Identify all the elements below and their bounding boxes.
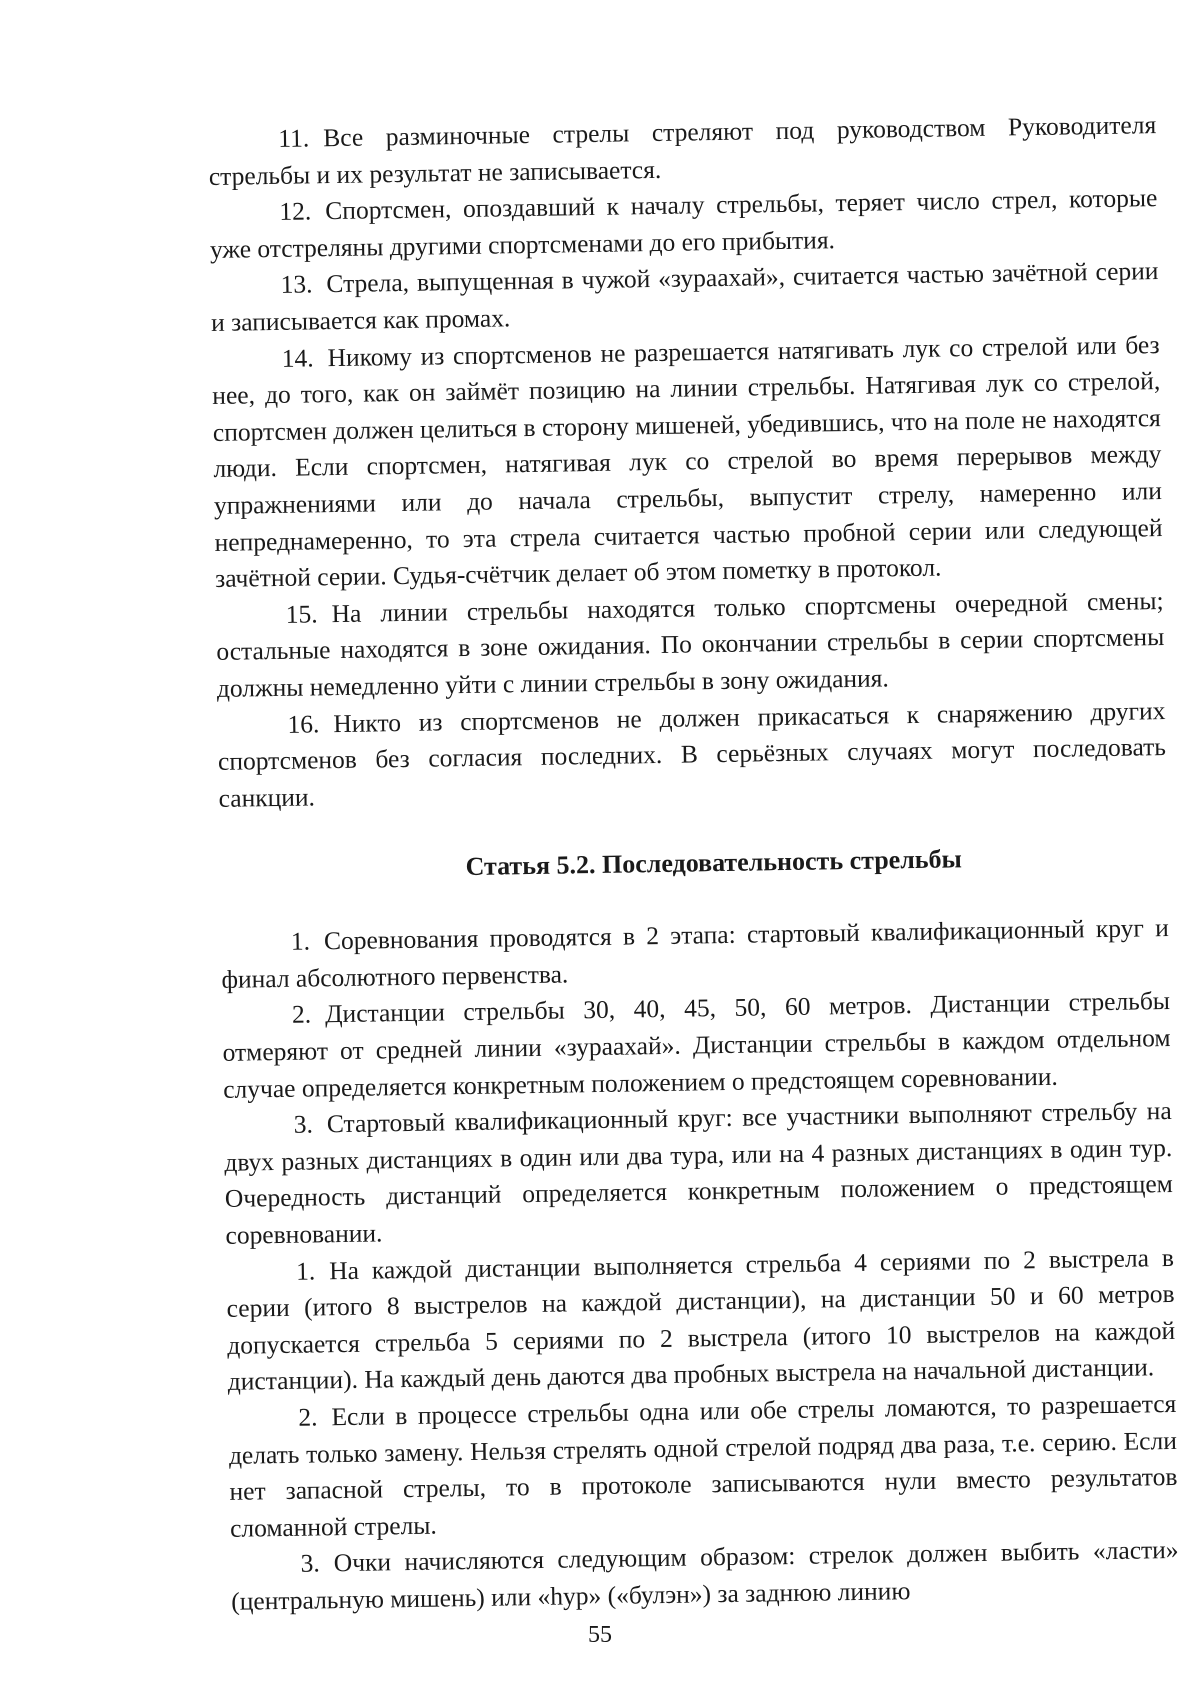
page-content xyxy=(208,107,1179,1620)
paragraph-text: Никому из спортсменов не разрешается натягивать лук со стрелой или без нее, до того, как он займёт позицию на линии стрельбы. Натягивая лук со стрелой, спортсмен должен целиться в сторону мишеней, убедившись, что на поле не находятся люди. Если спортсмен, натягивая лук со стрелой во время перерывов между упражнениями или до начала стрельбы, выпустит стрелу, намеренно или непреднамеренно, то эта стрела считается частью пробной серии или следующей зачётной серии. Судья-счётчик делает об этом пометку в протокол. xyxy=(212,329,1163,594)
paragraph-text: Очки начисляются следующим образом: стрелок должен выбить «ласти» (центральную мишень) или «һур» («булэн») за заднюю линию xyxy=(231,1535,1179,1616)
paragraph-number: 3. xyxy=(293,1109,314,1140)
paragraph-15 xyxy=(215,583,1165,708)
paragraph-text: На линии стрельбы находятся только спортсмены очередной смены; остальные находятся в зоне ожидания. По окончании стрельбы в серии спортсмены должны немедленно уйти с линии стрельбы в зону ожидания. xyxy=(216,585,1165,703)
paragraph-number: 1. xyxy=(295,1256,316,1286)
paragraph-number: 3. xyxy=(300,1548,321,1579)
article-heading: Статья 5.2. Последовательность стрельбы xyxy=(465,844,963,882)
paragraph-number: 13. xyxy=(280,269,313,300)
paragraph-text: Дистанции стрельбы 30, 40, 45, 50, 60 метров. Дистанции стрельбы отмеряют от средней линии «зураахай». Дистанции стрельбы в каждом отдельном случае определяется конкретным положением о предстоящем соревновании. xyxy=(222,986,1171,1104)
paragraph-text: Стартовый квалификационный круг: все участники выполняют стрельбу на двух разных дистанциях в один или два тура, или на 4 разных дистанциях в один тур. Очередность дистанций определяется конкретным положением о предстоящем соревновании. xyxy=(224,1096,1174,1250)
paragraph-number: 15. xyxy=(285,599,318,629)
subitem-1 xyxy=(226,1240,1176,1401)
paragraph-text: Стрела, выпущенная в чужой «зураахай», считается частью зачётной серии и записывается как промах. xyxy=(210,256,1159,337)
paragraph-number: 16. xyxy=(287,708,320,739)
section-item-3 xyxy=(223,1093,1173,1254)
section-item-2 xyxy=(222,983,1172,1108)
paragraph-text: На каждой дистанции выполняется стрельба 4 сериями по 2 выстрела в серии (итого 8 выстрелов на каждой дистанции), на дистанции 50 и 60 метров допускается стрельба 5 сериями по 2 выстрела (итого 10 выстрелов на каждой дистанции). На каждый день даются два пробных выстрела на начальной дистанции. xyxy=(226,1242,1176,1397)
paragraph-text: Соревнования проводятся в 2 этапа: стартовый квалификационный круг и финал абсолютного первенства. xyxy=(221,913,1170,994)
paragraph-text: Если в процессе стрельбы одна или обе стрелы ломаются, то разрешается делать только замену. Нельзя стрелять одной стрелой подряд два раза, т.е. серию. Если нет запасной стрелы, то в протоколе записываются нули вместо результатов сломанной стрелы. xyxy=(228,1388,1178,1543)
paragraph-16 xyxy=(217,693,1167,818)
paragraph-text: Никто из спортсменов не должен прикасаться к снаряжению других спортсменов без согласия последних. В серьёзных случаях могут последовать санкции. xyxy=(217,695,1167,813)
paragraph-number: 1. xyxy=(290,926,311,957)
paragraph-number: 11. xyxy=(278,123,310,153)
page-number: 55 xyxy=(588,1622,612,1648)
paragraph-number: 2. xyxy=(291,999,312,1030)
paragraph-14 xyxy=(211,327,1163,598)
paragraph-number: 12. xyxy=(279,196,312,227)
subitem-3 xyxy=(230,1532,1179,1620)
paragraph-number: 14. xyxy=(281,342,314,373)
paragraph-number: 2. xyxy=(298,1402,318,1432)
subitem-2 xyxy=(228,1386,1178,1547)
paragraph-text: Спортсмен, опоздавший к началу стрельбы, теряет число стрел, которые уже отстреляны другими спортсменами до его прибытия. xyxy=(209,183,1158,264)
paragraph-text: Все разминочные стрелы стреляют под руководством Руководителя стрельбы и их результат не записывается. xyxy=(208,110,1157,191)
